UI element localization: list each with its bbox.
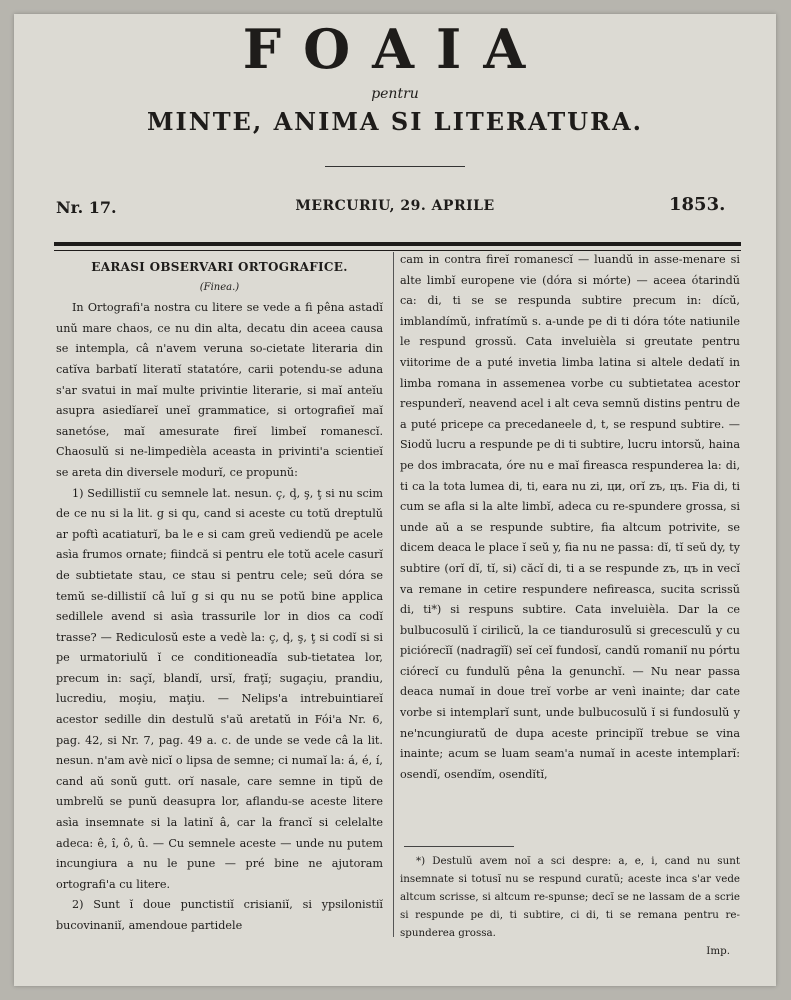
header-rule-thick [54,242,741,246]
masthead-ornament-rule [325,166,465,167]
paragraph: In Ortografi'a nostra cu litere se vede a fi pêna astadĭ unŭ mare chaos, ce nu din alta, decatu din aceea causa se intempla, câ n'avem veruna so-cietate literaria din catĭva barbatĭ literatĭ statatóre, carii potendu-se aduna s'ar svatui in maĭ multe privintie literarie, si maĭ anteĭu asupra asiedĭareĭ uneĭ grammatice, si ortografieĭ maĭ sanetóse, maĭ amesurate fireĭ limbeĭ romanescĭ. Chaosulŭ si ne-limpedièla aceasta in privinti'a scientieĭ se areta din diversele modurĭ, ce propunŭ: [56,301,383,479]
footnote-text: *) Destulŭ avem noĭ a sci despre: a, e, i, cand nu sunt insemnate si totusĭ nu se respund curatŭ; aceste inca s'ar vede altcum scrisse, si altcum re-spunse; decĭ se ne lassam de a scrie si respunde pe di, ti subtire, ci di, ti se remana pentru re-spunderea grossa. [400,855,740,939]
right-column [400,250,740,785]
masthead-title: FOAIA [242,17,548,81]
issue-year: 1853. [669,194,726,215]
paragraph: 1) Sedillistiĭ cu semnele lat. nesun. ç, ḑ, ş, ţ si nu scim de ce nu si la lit. g si qu, cand si aceste cu totŭ dreptulŭ ar poftì acatiaturĭ, ba le e si cam greŭ vediendŭ pe acele asìa frumos ornate; fiindcă si pentru ele totŭ acele casurĭ de subtietate stau, ce stau si pentru cele; seŭ dóra se temŭ se-dillistiĭ câ luĭ g si qu nu se potŭ bine applica sedillele avend si asìa trassurile lor in dios ca codĭ trasse? — Rediculosŭ este a vedè la: ç, ḑ, ş, ţ si codĭ si si pe urmatoriulŭ ĭ ce conditioneadĭa sub-tietatea lor, precum in: saçĭ, blandĭ, ursĭ, fraţĭ; sugaçiu, prandiu, lucrediu, moşiu, maţiu. — Nelips'a intrebuintiareĭ acestor sedille din destulŭ s'aŭ aretatŭ in Fói'a Nr. 6, pag. 42, si Nr. 7, pag. 49 a. c. de unde se vede câ la lit. nesun. n'am avè nicĭ o lipsa de semne; ci numaĭ la: á, é, í, cand aŭ sonŭ gutt. orĭ nasale, care semne in tipŭ de umbrelŭ se punŭ deasupra lor, aflandu-se aceste litere asìa insemnate si la latinĭ â, car la francĭ si celelalte adeca: ê, î, ô, û. — Cu semnele aceste — unde nu putem incungiura a nu le pune — pré bine ne ajutoram ortografi'a cu litere. [56,486,383,891]
footnote-rule [404,846,514,847]
newspaper-page [14,14,776,986]
issue-number: Nr. 17. [56,198,117,217]
column-divider [393,252,394,937]
masthead-pentru: pentru [371,86,419,102]
footnote-signature: Imp. [706,945,730,957]
masthead-subtitle: MINTE, ANIMA SI LITERATURA. [146,107,644,136]
issue-date: MERCURIU, 29. APRILE [295,198,495,214]
paragraph: 2) Sunt ĭ doue punctistiĭ crisianiĭ, si ypsilonistiĭ bucovinaniĭ, amendoue partidele [56,898,383,932]
article-title: EARASI OBSERVARI ORTOGRAFICE. [91,260,348,274]
left-column [56,257,383,937]
footnote [400,852,740,960]
article-subtitle: (Finea.) [199,281,240,293]
paragraph: cam in contra fireĭ romanescĭ — luandŭ in asse-menare si alte limbĭ europene vie (dóra si mórte) — aceea ótarindŭ ca: di, ti se se respunda subtire precum in: dícŭ, imblandímŭ, infratímŭ s. a-unde pe di ti dóra tóte natiunile le respund grossŭ. Cata inveluièla si greutate pentru viitorime de a puté invetia limba latina si altele dedatĭ in limba romana in assemenea vorbe cu subtietatea acestor respunderĭ, neavend acel i alt ceva semnŭ distins pentru de a puté pricepe ca precedaneele d, t, se respund subtire. — Siodŭ lucru a respunde pe di ti subtire, lucru intorsŭ, haina pe dos imbracata, óre nu e maĭ fireasca respunderea la: di, ti ca la tota lumea di, ti, eara nu zi, ци, orĭ zъ, цъ. Fia di, ti cum se afla si la alte limbĭ, adeca cu re-spundere grossa, si unde aŭ a se respunde subtire, fia altcum potrivite, se dicem deaca le place ĭ seŭ y, fia nu ne passa: dĭ, tĭ seŭ dy, ty subtire (orĭ dĭ, tĭ, si) căcĭ di, ti a se respunde zъ, цъ in vecĭ va remane in cetire respundere nefireasca, sucita scrissŭ di, ti*) si respuns subtire. Cata inveluièla. Dar la ce bulbucosulŭ ĭ cirilicŭ, la ce tiandurosulŭ si grecesculŭ y cu piciórecĭĭ (nadragĭĭ) seĭ ceĭ fundosĭ, candŭ romaniĭ nu pórtu ciórecĭ cu fundulŭ pêna la genunchĭ. — Nu near passa deaca numaĭ in doue treĭ vorbe ar venì inainte; dar cate vorbe si intemplarĭ sunt, unde bulbucosulŭ ĭ si fundosulŭ y ne'ncungiuratŭ de dupa aceste principĭĭ trebue se vina inainte; acum se luam seam'a numaĭ in aceste intemplarĭ: osendĭ, osendĭm, osendĭtĭ, [400,253,740,781]
